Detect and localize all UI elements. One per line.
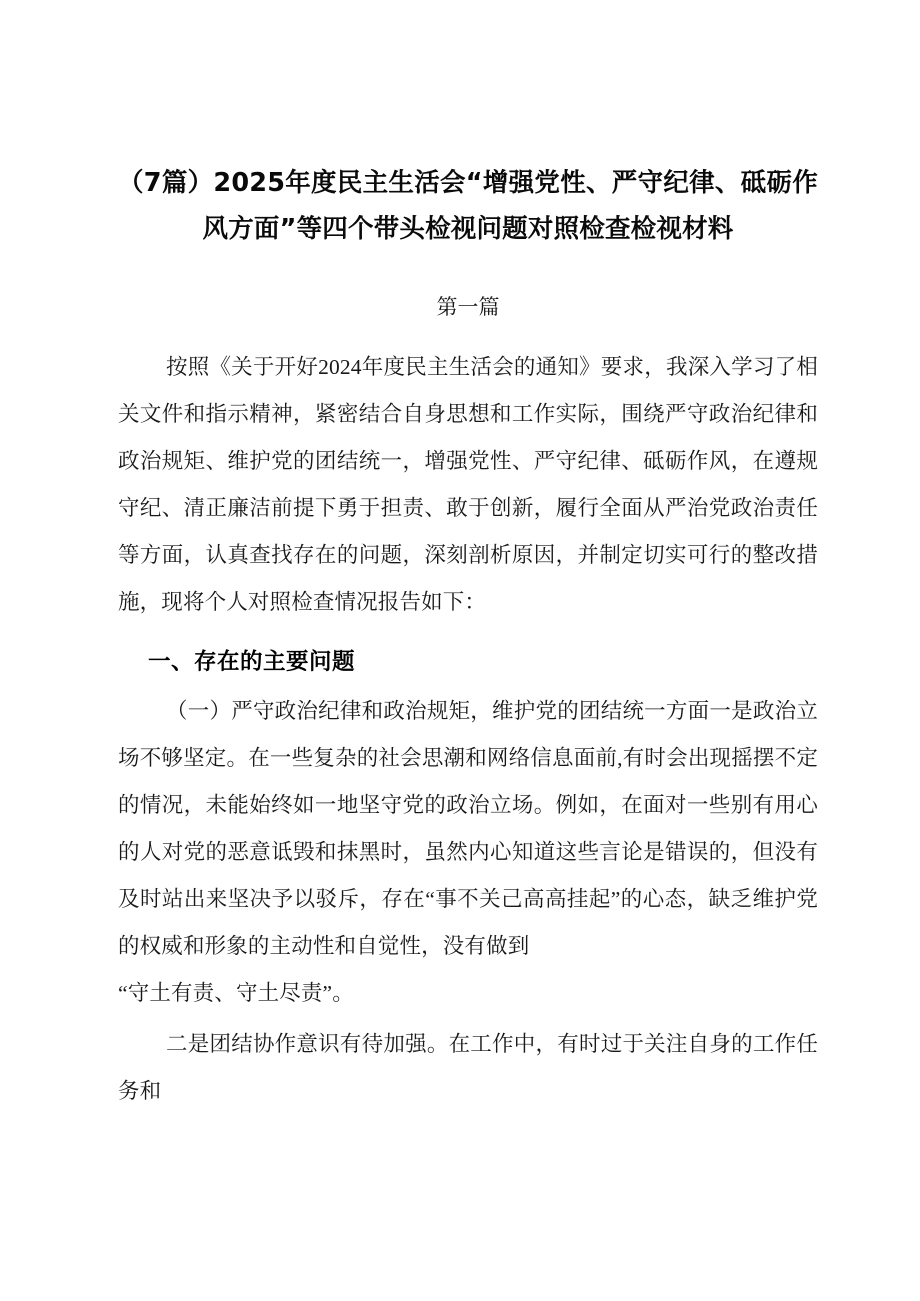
section-heading-main-problems: 一、存在的主要问题	[148, 649, 356, 675]
paragraph-item-two: 二是团结协作意识有待加强。在工作中，有时过于关注自身的工作任务和	[118, 1032, 818, 1103]
paragraph-quote-line: “守土有责、守土尽责”。	[118, 981, 354, 1005]
intro-paragraph: 按照《关于开好2024年度民主生活会的通知》要求，我深入学习了相关文件和指示精神，紧密结合自身思想和工作实际，围绕严守政治纪律和政治规矩、维护党的团结统一，增强党性、严守纪律、砥砺作风，在遵规守纪、清正廉洁前提下勇于担责、敢于创新，履行全面从严治党政治责任等方面，认真查找存在的问题，深刻剖析原因，并制定切实可行的整改措施，现将个人对照检查情况报告如下：	[118, 355, 818, 614]
paragraph-item-one: （一）严守政治纪律和政治规矩，维护党的团结统一方面一是政治立场不够坚定。在一些复杂的社会思潮和网络信息面前,有时会出现摇摆不定的情况，未能始终如一地坚守党的政治立场。例如，在面对一些别有用心的人对党的恶意诋毁和抹黑时，虽然内心知道这些言论是错误的，但没有及时站出来坚决予以驳斥，存在“事不关己高高挂起”的心态，缺乏维护党的权威和形象的主动性和自觉性，没有做到	[118, 699, 818, 958]
chapter-mark: 第一篇	[436, 295, 500, 319]
page-title: （7篇）2025年度民主生活会“增强党性、严守纪律、砥砺作风方面”等四个带头检视问题对照检查检视材料	[118, 168, 818, 244]
document-body	[118, 0, 818, 1115]
